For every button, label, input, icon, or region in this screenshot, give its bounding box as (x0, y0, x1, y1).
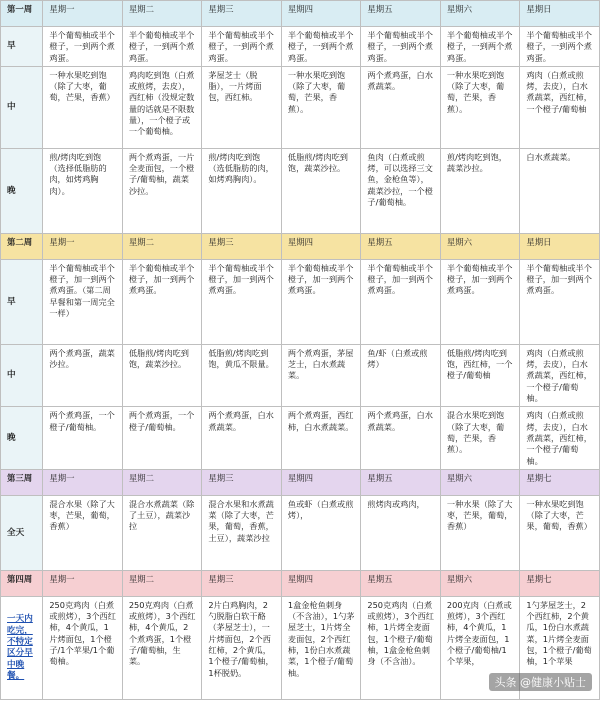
meal-label: 早 (1, 27, 43, 67)
day-header: 星期四 (281, 1, 361, 27)
day-header: 星期七 (520, 469, 600, 495)
meal-cell: 一种水果吃到饱（除了大枣，葡萄，芒果，香蕉） (43, 66, 123, 148)
meal-label: 中 (1, 66, 43, 148)
week-header-row (1, 469, 600, 495)
meal-cell: 低脂煎/烤肉吃到饱，蔬菜沙拉。 (281, 148, 361, 233)
meal-cell: 两个煮鸡蛋，一个橙子/葡萄柚。 (122, 407, 202, 469)
day-header: 星期三 (202, 570, 282, 596)
meal-cell: 1勺茅屋芝士，2个西红柿，2个黄瓜，1份白水煮蔬菜，1片烤全麦面包，1个橙子/葡萄柚，1个苹果 (520, 596, 600, 699)
meal-cell: 半个葡萄柚或半个橙子，加一到两个煮鸡蛋。 (440, 259, 520, 344)
week-label: 第二周 (1, 233, 43, 259)
meal-cell: 半个葡萄柚或半个橙子，加一到两个煮鸡蛋。 (202, 259, 282, 344)
meal-cell: 200克肉（白煮或煎烤），3个西红柿，4个黄瓜，1片烤全麦面包，1个橙子/葡萄柚/1个苹果， (440, 596, 520, 699)
meal-cell: 两个煮鸡蛋，白水煮蔬菜。 (202, 407, 282, 469)
day-header: 星期六 (440, 233, 520, 259)
meal-cell: 鸡肉（白煮或煎烤，去皮），白水煮蔬菜，西红柿，一个橙子/葡萄柚。 (520, 407, 600, 469)
meal-label: 晚 (1, 148, 43, 233)
meal-cell: 煎烤肉或鸡肉， (361, 495, 441, 570)
meal-row (1, 495, 600, 570)
meal-cell: 250克鸡肉（白煮或煎烤），3个西红柿，1片烤全麦面包，1个橙子/葡萄柚，1盒金枪鱼刺身（不含油）。 (361, 596, 441, 699)
meal-cell: 混合水果（除了大枣，芒果，葡萄，香蕉） (43, 495, 123, 570)
meal-cell: 半个葡萄柚或半个橙子，加一到两个煮鸡蛋。 (361, 259, 441, 344)
meal-cell: 煎/烤肉吃到饱（选择低脂肪的肉，如烤鸡胸肉）。 (43, 148, 123, 233)
week-header-row (1, 1, 600, 27)
week-label: 第四周 (1, 570, 43, 596)
day-header: 星期一 (43, 233, 123, 259)
meal-cell: 一种水果吃到饱（除了大枣，葡萄，芒果，香蕉）。 (440, 66, 520, 148)
meal-cell: 一种水果吃到饱（除了大枣，葡萄，芒果，香蕉）。 (281, 66, 361, 148)
meal-cell: 煎/烤肉吃到饱，蔬菜沙拉。 (440, 148, 520, 233)
meal-cell: 半个葡萄柚或半个橙子，一到两个煮鸡蛋。 (202, 27, 282, 67)
meal-cell: 两个煮鸡蛋，西红柿，白水煮蔬菜。 (281, 407, 361, 469)
meal-cell: 半个葡萄柚或半个橙子，一到两个煮鸡蛋。 (281, 27, 361, 67)
meal-cell: 250克鸡肉（白煮或煎烤），3个西红柿，4个黄瓜，1片烤面包，1个橙子/1个苹果/1个葡萄柚。 (43, 596, 123, 699)
meal-row (1, 27, 600, 67)
week-header-row (1, 233, 600, 259)
meal-cell: 鸡肉（白煮或煎烤，去皮），白水煮蔬菜，西红柿，一个橙子/葡萄柚 (520, 66, 600, 148)
meal-cell: 一种水果吃到饱（除了大枣，芒果，葡萄，香蕉） (520, 495, 600, 570)
day-header: 星期三 (202, 233, 282, 259)
day-header: 星期二 (122, 469, 202, 495)
meal-cell: 两个煮鸡蛋，白水煮蔬菜。 (361, 407, 441, 469)
meal-label: 早 (1, 259, 43, 344)
meal-cell: 混合水果吃到饱（除了大枣，葡萄，芒果，香蕉）。 (440, 407, 520, 469)
meal-cell: 250克鸡肉（白煮或煎烤），3个西红柿，4个黄瓜，2个煮鸡蛋，1个橙子/葡萄柚，生菜。 (122, 596, 202, 699)
meal-cell: 半个葡萄柚或半个橙子，一到两个煮鸡蛋。 (440, 27, 520, 67)
meal-cell: 两个煮鸡蛋，白水煮蔬菜。 (361, 66, 441, 148)
meal-cell: 鱼肉（白煮或煎烤，可以选择三文鱼，金枪鱼等），蔬菜沙拉，一个橙子/葡萄柚。 (361, 148, 441, 233)
day-header: 星期一 (43, 570, 123, 596)
meal-cell: 鸡肉吃到饱（白煮或煎烤，去皮），西红柿（没规定数量的话就是不限数量），一个橙子或一个葡萄柚。 (122, 66, 202, 148)
meal-cell: 半个葡萄柚或半个橙子，加一到两个煮鸡蛋。（第二周早餐和第一周完全一样） (43, 259, 123, 344)
day-header: 星期六 (440, 469, 520, 495)
day-header: 星期六 (440, 570, 520, 596)
meal-label: 中 (1, 344, 43, 406)
watermark: 头条 @健康小贴士 (489, 673, 593, 691)
day-header: 星期日 (520, 1, 600, 27)
meal-cell: 2片白鸡胸肉，2勺脱脂白软干酪（茅屋芝士），一片烤面包，2个西红柿，2个黄瓜，1个橙子/葡萄柚，1杯脱奶。 (202, 596, 282, 699)
meal-cell: 半个葡萄柚或半个橙子，一到两个煮鸡蛋。 (122, 27, 202, 67)
meal-cell: 混合水煮蔬菜（除了土豆），蔬菜沙拉 (122, 495, 202, 570)
meal-cell: 低脂煎/烤肉吃到饱，黄瓜不限量。 (202, 344, 282, 406)
meal-cell: 1盒金枪鱼刺身（不含油），1勺茅屋芝士，1片烤全麦面包，2个西红柿，1份白水煮蔬菜，1个橙子/葡萄柚。 (281, 596, 361, 699)
meal-label: 一天内吃完，不特定区分早中晚餐。 (1, 596, 43, 699)
meal-cell: 半个葡萄柚或半个橙子，一到两个煮鸡蛋。 (43, 27, 123, 67)
meal-cell: 半个葡萄柚或半个橙子，加一到两个煮鸡蛋。 (122, 259, 202, 344)
meal-cell: 低脂煎/烤肉吃到饱，西红柿，一个橙子/葡萄柚 (440, 344, 520, 406)
day-header: 星期一 (43, 469, 123, 495)
meal-row (1, 344, 600, 406)
meal-cell: 低脂煎/烤肉吃到饱，蔬菜沙拉。 (122, 344, 202, 406)
day-header: 星期五 (361, 233, 441, 259)
week-label: 第一周 (1, 1, 43, 27)
day-header: 星期五 (361, 570, 441, 596)
meal-cell: 半个葡萄柚或半个橙子，加一到两个煮鸡蛋。 (281, 259, 361, 344)
day-header: 星期五 (361, 1, 441, 27)
day-header: 星期四 (281, 233, 361, 259)
day-header: 星期二 (122, 1, 202, 27)
meal-cell: 混合水果和水煮蔬菜（除了大枣，芒果，葡萄，香蕉，土豆），蔬菜沙拉 (202, 495, 282, 570)
day-header: 星期日 (520, 233, 600, 259)
meal-cell: 两个煮鸡蛋，一个橙子/葡萄柚。 (43, 407, 123, 469)
meal-cell: 两个煮鸡蛋，茅屋芝士，白水煮蔬菜。 (281, 344, 361, 406)
meal-row (1, 407, 600, 469)
meal-cell: 鱼/虾（白煮或煎烤） (361, 344, 441, 406)
meal-cell: 两个煮鸡蛋，蔬菜沙拉。 (43, 344, 123, 406)
day-header: 星期五 (361, 469, 441, 495)
meal-cell: 两个煮鸡蛋，一片全麦面包，一个橙子/葡萄柚，蔬菜沙拉。 (122, 148, 202, 233)
week-label: 第三周 (1, 469, 43, 495)
day-header: 星期一 (43, 1, 123, 27)
meal-cell: 鱼或虾（白煮或煎烤）， (281, 495, 361, 570)
meal-label: 晚 (1, 407, 43, 469)
day-header: 星期三 (202, 469, 282, 495)
day-header: 星期二 (122, 570, 202, 596)
meal-cell: 煎/烤肉吃到饱（选低脂肪的肉，如烤鸡胸肉）。 (202, 148, 282, 233)
day-header: 星期三 (202, 1, 282, 27)
meal-cell: 茅屋芝士（脱脂），一片烤面包，西红柿。 (202, 66, 282, 148)
meal-row (1, 148, 600, 233)
meal-cell: 鸡肉（白煮或煎烤，去皮），白水煮蔬菜，西红柿，一个橙子/葡萄柚。 (520, 344, 600, 406)
meal-cell: 半个葡萄柚或半个橙子，一到两个煮鸡蛋。 (361, 27, 441, 67)
meal-row (1, 259, 600, 344)
meal-row (1, 66, 600, 148)
meal-label: 全天 (1, 495, 43, 570)
meal-cell: 白水煮蔬菜。 (520, 148, 600, 233)
meal-cell: 一种水果（除了大枣，芒果，葡萄，香蕉） (440, 495, 520, 570)
day-header: 星期六 (440, 1, 520, 27)
week-header-row (1, 570, 600, 596)
day-header: 星期四 (281, 570, 361, 596)
meal-cell: 半个葡萄柚或半个橙子，一到两个煮鸡蛋。 (520, 27, 600, 67)
day-header: 星期二 (122, 233, 202, 259)
day-header: 星期七 (520, 570, 600, 596)
day-header: 星期四 (281, 469, 361, 495)
meal-cell: 半个葡萄柚或半个橙子，加一到两个煮鸡蛋。 (520, 259, 600, 344)
